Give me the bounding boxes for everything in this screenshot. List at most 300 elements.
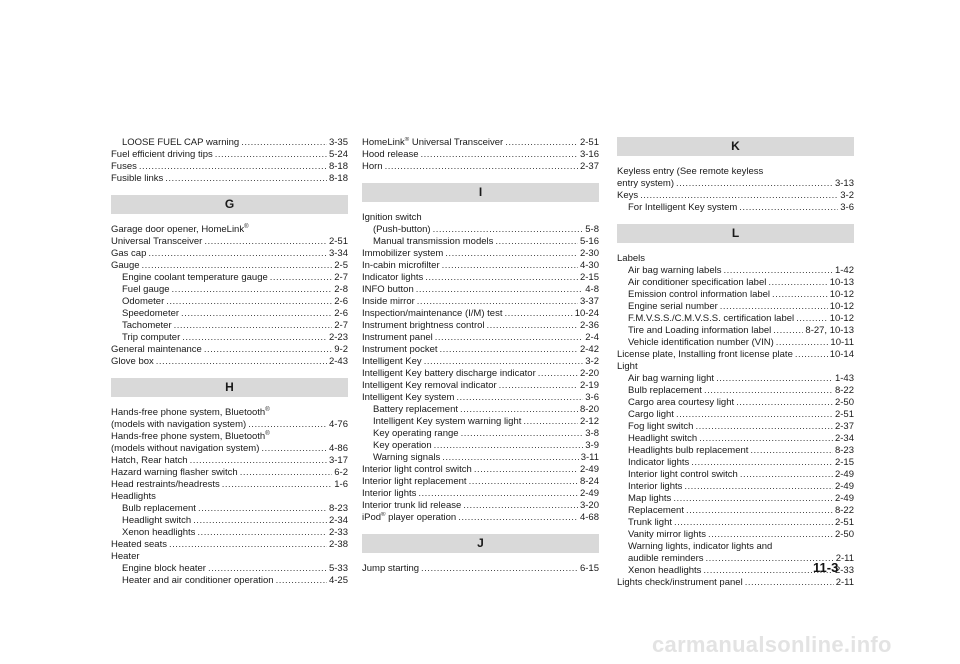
- index-entry-text: Hazard warning flasher switch: [111, 467, 238, 478]
- registered-mark: ®: [244, 224, 249, 230]
- index-entry: [617, 493, 854, 505]
- index-entry-text: Indicator lights: [628, 457, 690, 468]
- index-entry-label: [373, 452, 440, 464]
- page-reference: 3-11: [580, 452, 599, 463]
- index-entry-text: For Intelligent Key system: [628, 202, 738, 213]
- dot-leader: [270, 272, 332, 284]
- index-heading-line: [111, 431, 348, 443]
- index-entry-label: [362, 296, 415, 308]
- dot-leader: [204, 344, 332, 356]
- page-reference: 6-2: [334, 467, 348, 478]
- index-entry: [111, 173, 348, 185]
- index-entry: [362, 356, 599, 368]
- dot-leader: [442, 452, 578, 464]
- page-reference: 2-43: [328, 356, 348, 367]
- index-entry-text: In-cabin microfilter: [362, 260, 440, 271]
- index-entry: [617, 397, 854, 409]
- index-entry-label: [362, 260, 440, 272]
- index-entry-label: [628, 445, 748, 457]
- index-entry-label: [111, 455, 188, 467]
- dot-leader: [241, 137, 327, 149]
- index-entry-text: Keys: [617, 190, 639, 201]
- index-entry: [617, 577, 854, 589]
- index-entry-text: Lights check/instrument panel: [617, 577, 743, 588]
- index-entry: [617, 277, 854, 289]
- page-reference: 4-30: [579, 260, 599, 271]
- index-entry-label: [122, 515, 191, 527]
- index-entry-text: Glove box: [111, 356, 154, 367]
- index-entry-label: [617, 178, 674, 190]
- index-entry-text: Hatch, Rear hatch: [111, 455, 188, 466]
- page-reference: 3-6: [585, 392, 599, 403]
- index-entry-text: Air bag warning labels: [628, 265, 722, 276]
- dot-leader: [460, 404, 578, 416]
- index-entry-text: Horn: [362, 161, 383, 172]
- dot-leader: [795, 349, 828, 361]
- index-entry-text: Instrument panel: [362, 332, 433, 343]
- page-reference: 2-33: [328, 527, 348, 538]
- index-entry-label: [628, 265, 721, 277]
- index-entry-label: [628, 373, 714, 385]
- index-entry-label: [362, 392, 454, 404]
- dot-leader: [723, 265, 833, 277]
- page-reference: 8-22: [834, 385, 854, 396]
- page-reference: 8-24: [579, 476, 599, 487]
- index-entry-text: Tire and Loading information label: [628, 325, 772, 336]
- index-entry: [617, 469, 854, 481]
- dot-leader: [674, 517, 833, 529]
- index-entry-label: [373, 404, 458, 416]
- index-entry: [362, 368, 599, 380]
- index-entry-label: [628, 433, 697, 445]
- index-entry-text: Air conditioner specification label: [628, 277, 767, 288]
- index-entry-text: Head restraints/headrests: [111, 479, 220, 490]
- index-entry-text-continued: player operation: [385, 512, 457, 523]
- index-entry: [362, 137, 599, 149]
- index-entry-text: Engine serial number: [628, 301, 718, 312]
- dot-leader: [736, 397, 833, 409]
- index-entry: [362, 344, 599, 356]
- dot-leader: [166, 296, 332, 308]
- page-reference: 8-18: [328, 161, 348, 172]
- page-reference: 2-7: [334, 272, 348, 283]
- index-entry: [362, 332, 599, 344]
- index-entry-text: Jump starting: [362, 563, 420, 574]
- index-entry-label: [111, 356, 154, 368]
- index-entry-label: [617, 190, 638, 202]
- page-reference: 2-5: [334, 260, 348, 271]
- index-entry: [111, 272, 348, 284]
- page-reference: 2-50: [834, 397, 854, 408]
- index-entry-text: Emission control information label: [628, 289, 771, 300]
- index-entry: [111, 575, 348, 587]
- page-reference: 9-2: [334, 344, 348, 355]
- index-entry: [617, 373, 854, 385]
- index-entry-label: [111, 539, 167, 551]
- index-entry: [362, 563, 599, 575]
- index-entry-label: [617, 577, 743, 589]
- index-entry: [362, 452, 599, 464]
- page-number: 11-3: [813, 560, 839, 575]
- index-entry-label: [373, 428, 459, 440]
- index-entry-label: [362, 512, 456, 524]
- index-heading-line: [111, 407, 348, 419]
- dot-leader: [148, 248, 327, 260]
- page-reference: 3-2: [840, 190, 854, 201]
- index-entry-label: [122, 563, 206, 575]
- index-entry-label: [111, 479, 220, 491]
- page-reference: 2-51: [579, 137, 599, 148]
- dot-leader: [676, 409, 833, 421]
- index-entry-text: Headlights: [111, 491, 156, 502]
- index-entry-text: Instrument pocket: [362, 344, 438, 355]
- index-entry: [111, 539, 348, 551]
- index-heading-line: [111, 491, 348, 503]
- index-entry-label: [628, 385, 702, 397]
- registered-mark: ®: [404, 137, 410, 143]
- dot-leader: [686, 505, 833, 517]
- dot-leader: [156, 356, 327, 368]
- dot-leader: [538, 368, 578, 380]
- index-entry-text: (Push-button): [373, 224, 431, 235]
- dot-leader: [169, 539, 327, 551]
- index-entry-text: Warning lights, indicator lights and: [628, 541, 773, 552]
- index-entry: [362, 308, 599, 320]
- page-reference: 2-6: [334, 308, 348, 319]
- index-entry-label: [628, 313, 794, 325]
- index-entry: [617, 385, 854, 397]
- index-entry: [362, 236, 599, 248]
- index-entry-label: [628, 529, 706, 541]
- index-entry-label: [628, 553, 704, 565]
- index-entry: [111, 284, 348, 296]
- index-entry: [111, 161, 348, 173]
- dot-leader: [421, 563, 578, 575]
- page-reference: 2-38: [328, 539, 348, 550]
- dot-leader: [768, 277, 827, 289]
- index-entry-text: F.M.V.S.S./C.M.V.S.S. certification label: [628, 313, 795, 324]
- page-reference: 8-23: [834, 445, 854, 456]
- dot-leader: [720, 301, 828, 313]
- index-entry-text: Heater and air conditioner operation: [122, 575, 274, 586]
- index-entry-text: Vehicle identification number (VIN): [628, 337, 774, 348]
- index-entry: [362, 440, 599, 452]
- index-entry: [362, 380, 599, 392]
- index-entry-label: [628, 277, 766, 289]
- index-entry: [362, 428, 599, 440]
- index-entry-text: (models with navigation system): [111, 419, 247, 430]
- index-entry: [617, 457, 854, 469]
- page-reference: 10-11: [830, 337, 854, 348]
- index-entry: [362, 224, 599, 236]
- index-entry: [362, 272, 599, 284]
- page-reference: 2-23: [328, 332, 348, 343]
- index-entry-label: [111, 443, 259, 455]
- index-entry: [617, 421, 854, 433]
- index-entry: [617, 529, 854, 541]
- page-reference: 2-30: [579, 248, 599, 259]
- index-entry: [617, 517, 854, 529]
- index-entry-text: Immobilizer system: [362, 248, 444, 259]
- index-entry: [111, 455, 348, 467]
- dot-leader: [197, 527, 327, 539]
- index-entry-label: [362, 344, 438, 356]
- index-entry-text: Map lights: [628, 493, 672, 504]
- dot-leader: [139, 161, 327, 173]
- dot-leader: [433, 224, 584, 236]
- dot-leader: [435, 332, 584, 344]
- index-entry-text: Odometer: [122, 296, 165, 307]
- index-entry-label: [628, 565, 701, 577]
- index-entry: [111, 443, 348, 455]
- page-reference: 4-86: [328, 443, 348, 454]
- page-reference: 2-49: [834, 469, 854, 480]
- index-entry-label: [362, 476, 467, 488]
- index-entry-label: [362, 248, 443, 260]
- index-entry-text: Trunk light: [628, 517, 672, 528]
- index-entry-text: Gauge: [111, 260, 140, 271]
- index-entry: [617, 481, 854, 493]
- index-entry-label: [111, 248, 146, 260]
- dot-leader: [204, 236, 327, 248]
- index-entry: [617, 289, 854, 301]
- page-reference: 4-25: [328, 575, 348, 586]
- index-entry-text: Key operating range: [373, 428, 459, 439]
- index-entry: [111, 137, 348, 149]
- index-entry-text: Instrument brightness control: [362, 320, 485, 331]
- index-entry: [111, 308, 348, 320]
- index-entry-text: Headlight switch: [628, 433, 698, 444]
- index-entry-label: [122, 272, 268, 284]
- index-entry-text: Gas cap: [111, 248, 147, 259]
- index-entry: [362, 416, 599, 428]
- page-reference: 2-50: [834, 529, 854, 540]
- index-entry-label: [628, 301, 718, 313]
- index-entry-label: [628, 202, 737, 214]
- index-entry-text: Cargo area courtesy light: [628, 397, 735, 408]
- dot-leader: [261, 443, 327, 455]
- page-reference: 5-16: [579, 236, 599, 247]
- page-reference: 5-24: [328, 149, 348, 160]
- page-reference: 3-37: [579, 296, 599, 307]
- index-entry: [111, 344, 348, 356]
- dot-leader: [461, 428, 584, 440]
- index-entry-text: Interior lights: [362, 488, 417, 499]
- dot-leader: [172, 284, 333, 296]
- page-reference: 2-8: [334, 284, 348, 295]
- index-entry-label: [362, 149, 419, 161]
- dot-leader: [418, 488, 578, 500]
- section-header-letter: K: [617, 137, 854, 156]
- index-entry-text: iPod: [362, 512, 382, 523]
- index-entry: [111, 563, 348, 575]
- page-reference: 10-13: [829, 277, 854, 288]
- index-entry: [362, 296, 599, 308]
- index-entry-label: [362, 368, 536, 380]
- page-reference: 3-20: [579, 500, 599, 511]
- page-reference: 2-51: [328, 236, 348, 247]
- page-reference: 3-17: [328, 455, 348, 466]
- index-entry-text: Fuel efficient driving tips: [111, 149, 213, 160]
- page-reference: 2-6: [334, 296, 348, 307]
- dot-leader: [773, 325, 803, 337]
- page-reference: 10-12: [829, 313, 854, 324]
- index-entry: [617, 445, 854, 457]
- index-entry-text: Engine block heater: [122, 563, 206, 574]
- page-reference: 10-14: [829, 349, 854, 360]
- index-entry-label: [111, 173, 163, 185]
- dot-leader: [691, 457, 833, 469]
- index-entry: [362, 392, 599, 404]
- index-entry-text: General maintenance: [111, 344, 202, 355]
- page-reference: 2-36: [579, 320, 599, 331]
- page-reference: 2-49: [579, 464, 599, 475]
- watermark-text: carmanualsonline.info: [652, 632, 892, 657]
- index-entry-text: Fusible links: [111, 173, 164, 184]
- index-entry-label: [362, 488, 416, 500]
- page-reference: 5-8: [585, 224, 599, 235]
- index-entry-text: Headlight switch: [122, 515, 192, 526]
- index-entry-label: [111, 161, 137, 173]
- page-reference: 4-76: [328, 419, 348, 430]
- page-reference: 2-7: [334, 320, 348, 331]
- index-entry: [111, 356, 348, 368]
- index-entry-text: Manual transmission models: [373, 236, 494, 247]
- dot-leader: [796, 313, 828, 325]
- dot-leader: [181, 308, 332, 320]
- index-entry-text: Engine coolant temperature gauge: [122, 272, 268, 283]
- dot-leader: [745, 577, 834, 589]
- dot-leader: [504, 308, 572, 320]
- dot-leader: [434, 440, 584, 452]
- index-entry-label: [122, 332, 180, 344]
- index-entry-text: Air bag warning light: [628, 373, 715, 384]
- index-entry: [617, 265, 854, 277]
- page-reference: 3-9: [585, 440, 599, 451]
- dot-leader: [165, 173, 327, 185]
- dot-leader: [416, 284, 584, 296]
- page-reference: 3-6: [840, 202, 854, 213]
- index-entry-label: [122, 308, 179, 320]
- dot-leader: [487, 320, 578, 332]
- index-entry-text: Intelligent Key battery discharge indicator: [362, 368, 536, 379]
- page-reference: 3-34: [328, 248, 348, 259]
- index-entry-text: Intelligent Key system warning light: [373, 416, 522, 427]
- dot-leader: [699, 433, 833, 445]
- page-reference: 2-15: [834, 457, 854, 468]
- index-entry-text: Interior trunk lid release: [362, 500, 462, 511]
- index-entry-text: Replacement: [628, 505, 684, 516]
- index-entry-label: [628, 325, 771, 337]
- dot-leader: [776, 337, 829, 349]
- index-entry-label: [628, 505, 684, 517]
- index-entry: [111, 479, 348, 491]
- index-entry-text: Tachometer: [122, 320, 172, 331]
- index-entry: [362, 476, 599, 488]
- index-entry-text: Heated seats: [111, 539, 167, 550]
- index-entry: [362, 500, 599, 512]
- index-entry-label: [373, 236, 493, 248]
- dot-leader: [193, 515, 327, 527]
- page-reference: 2-51: [834, 409, 854, 420]
- index-entry: [362, 512, 599, 524]
- index-entry: [111, 236, 348, 248]
- index-entry: [111, 527, 348, 539]
- index-entry-label: [362, 500, 461, 512]
- index-entry-text: Interior light control switch: [628, 469, 738, 480]
- page-reference: 2-37: [579, 161, 599, 172]
- dot-leader: [222, 479, 332, 491]
- index-entry-text: Heater: [111, 551, 140, 562]
- index-entry-text: LOOSE FUEL CAP warning: [122, 137, 240, 148]
- index-entry: [111, 503, 348, 515]
- dot-leader: [458, 512, 578, 524]
- dot-leader: [772, 289, 828, 301]
- page-reference: 3-16: [579, 149, 599, 160]
- page-reference: 2-34: [834, 433, 854, 444]
- index-entry-label: [362, 563, 419, 575]
- index-entry-label: [122, 296, 164, 308]
- index-entry: [362, 320, 599, 332]
- page-reference: 5-33: [328, 563, 348, 574]
- index-entry-label: [111, 149, 213, 161]
- index-entry-text: Garage door opener, HomeLink: [111, 224, 245, 235]
- index-entry-label: [111, 467, 238, 479]
- index-entry-text: Fog light switch: [628, 421, 694, 432]
- index-entry-label: [122, 503, 196, 515]
- index-entry: [362, 464, 599, 476]
- index-entry: [617, 349, 854, 361]
- index-heading-line: [617, 166, 854, 178]
- page-reference: 1-6: [334, 479, 348, 490]
- index-entry: [111, 332, 348, 344]
- index-entry-text: Interior light control switch: [362, 464, 472, 475]
- index-entry-text: Bulb replacement: [628, 385, 702, 396]
- index-entry-label: [122, 575, 274, 587]
- index-entry: [362, 260, 599, 272]
- dot-leader: [208, 563, 327, 575]
- index-entry-text: Inspection/maintenance (I/M) test: [362, 308, 503, 319]
- index-entry: [617, 433, 854, 445]
- dot-leader: [499, 380, 578, 392]
- dot-leader: [385, 161, 578, 173]
- index-entry-text: Xenon headlights: [122, 527, 196, 538]
- index-entry-text: License plate, Installing front license plate: [617, 349, 793, 360]
- index-entry-label: [628, 469, 738, 481]
- index-entry: [111, 260, 348, 272]
- index-column-right: [617, 137, 854, 589]
- dot-leader: [463, 500, 578, 512]
- dot-leader: [673, 493, 833, 505]
- dot-leader: [704, 385, 833, 397]
- index-heading-line: [111, 224, 348, 236]
- index-entry-label: [362, 356, 422, 368]
- index-entry: [111, 248, 348, 260]
- page-reference: 2-37: [834, 421, 854, 432]
- page-reference: 3-8: [585, 428, 599, 439]
- page-reference: 3-2: [585, 356, 599, 367]
- index-entry: [617, 337, 854, 349]
- index-entry: [362, 248, 599, 260]
- index-entry-label: [362, 332, 433, 344]
- page-reference: 2-34: [328, 515, 348, 526]
- index-entry-text: audible reminders: [628, 553, 704, 564]
- dot-leader: [695, 421, 833, 433]
- index-entry-label: [628, 337, 774, 349]
- page-reference: 2-12: [579, 416, 599, 427]
- page-reference: 1-43: [834, 373, 854, 384]
- index-entry-label: [373, 224, 431, 236]
